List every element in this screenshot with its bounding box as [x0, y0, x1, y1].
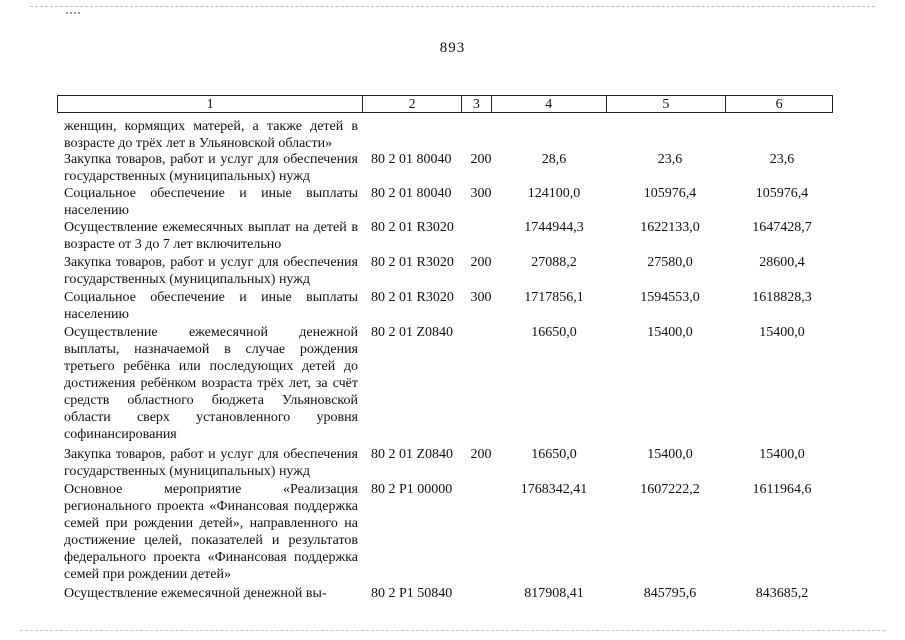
- row-value-col6: 28600,4: [759, 255, 805, 270]
- row-value-col5: 15400,0: [647, 447, 693, 462]
- row-code: 80 2 01 Z0840: [371, 447, 454, 462]
- row-value-col5: 15400,0: [647, 325, 693, 340]
- row-value-col6: 1647428,7: [752, 220, 812, 235]
- row-value-col5: 1607222,2: [640, 482, 700, 497]
- row-value-col6: 1618828,3: [752, 290, 812, 305]
- row-code: 80 2 P1 50840: [371, 586, 453, 601]
- row-name: Осуществление ежемесячных выплат на детей в возрасте от 3 до 7 лет включительно: [64, 220, 358, 252]
- row-value-col5: 27580,0: [647, 255, 693, 270]
- row-name: Закупка товаров, работ и услуг для обеспечения государственных (муниципальных) нужд: [64, 255, 358, 287]
- row-value-col4: 1744944,3: [524, 220, 584, 235]
- row-name: женщин, кормящих матерей, а также детей в возрасте до трёх лет в Ульяновской области»: [64, 119, 358, 151]
- row-value-col4: 27088,2: [531, 255, 577, 270]
- row-value-col5: 105976,4: [643, 186, 697, 201]
- row-value-col4: 28,6: [541, 152, 567, 167]
- row-code: 80 2 01 80040: [371, 152, 452, 167]
- page-number: 893: [439, 40, 466, 56]
- row-value-col5: 845795,6: [643, 586, 697, 601]
- row-value-col4: 124100,0: [527, 186, 581, 201]
- row-value-col4: 16650,0: [531, 325, 577, 340]
- row-value-col4: 1717856,1: [524, 290, 584, 305]
- row-value-col5: 1622133,0: [640, 220, 700, 235]
- row-value-col6: 23,6: [769, 152, 795, 167]
- row-code: 80 2 01 R3020: [371, 290, 454, 305]
- header-col-1: 1: [58, 96, 363, 112]
- scan-edge-bottom: [20, 630, 885, 635]
- scan-edge-top: [30, 6, 875, 13]
- row-name: Закупка товаров, работ и услуг для обеспечения государственных (муниципальных) нужд: [64, 152, 358, 184]
- table-header: [57, 95, 833, 113]
- row-expense-type: 300: [470, 290, 492, 305]
- row-name: Социальное обеспечение и иные выплаты населению: [64, 186, 358, 218]
- row-value-col6: 1611964,6: [752, 482, 812, 497]
- header-col-3: 3: [462, 96, 492, 112]
- row-value-col4: 16650,0: [531, 447, 577, 462]
- row-name: Социальное обеспечение и иные выплаты населению: [64, 290, 358, 322]
- row-expense-type: 200: [470, 447, 492, 462]
- header-col-4: 4: [492, 96, 607, 112]
- row-expense-type: 300: [470, 186, 492, 201]
- row-code: 80 2 01 Z0840: [371, 325, 454, 340]
- header-col-6: 6: [775, 97, 783, 112]
- row-value-col6: 15400,0: [759, 447, 805, 462]
- row-value-col6: 843685,2: [755, 586, 809, 601]
- row-name: Основное мероприятие «Реализация регионального проекта «Финансовая поддержка семей при рождении детей», направленного на достижение целей, показателей и результатов федерального проекта «Финансовая поддержка семей при рождении детей»: [64, 482, 358, 582]
- header-col-2: 2: [363, 96, 462, 112]
- row-value-col6: 105976,4: [755, 186, 809, 201]
- scan-artifact: [66, 12, 80, 16]
- header-col-5: 5: [607, 96, 727, 112]
- row-expense-type: 200: [470, 255, 492, 270]
- row-name: Осуществление ежемесячной денежной выплаты, назначаемой в случае рождения третьего ребёнка или последующих детей до достижения ребёнком возраста трёх лет, за счёт средств областного бюджета Ульяновской области сверх установленного уровня софинансирования: [64, 325, 358, 442]
- row-code: 80 2 01 80040: [371, 186, 452, 201]
- row-name: Закупка товаров, работ и услуг для обеспечения государственных (муниципальных) нужд: [64, 447, 358, 479]
- row-name: Осуществление ежемесячной денежной вы-: [64, 586, 327, 601]
- row-value-col4: 1768342,41: [520, 482, 588, 497]
- row-value-col5: 23,6: [657, 152, 683, 167]
- row-code: 80 2 01 R3020: [371, 220, 454, 235]
- row-value-col6: 15400,0: [759, 325, 805, 340]
- row-value-col5: 1594553,0: [640, 290, 700, 305]
- row-expense-type: 200: [470, 152, 492, 167]
- row-code: 80 2 01 R3020: [371, 255, 454, 270]
- row-code: 80 2 P1 00000: [371, 482, 453, 497]
- row-value-col4: 817908,41: [524, 586, 584, 601]
